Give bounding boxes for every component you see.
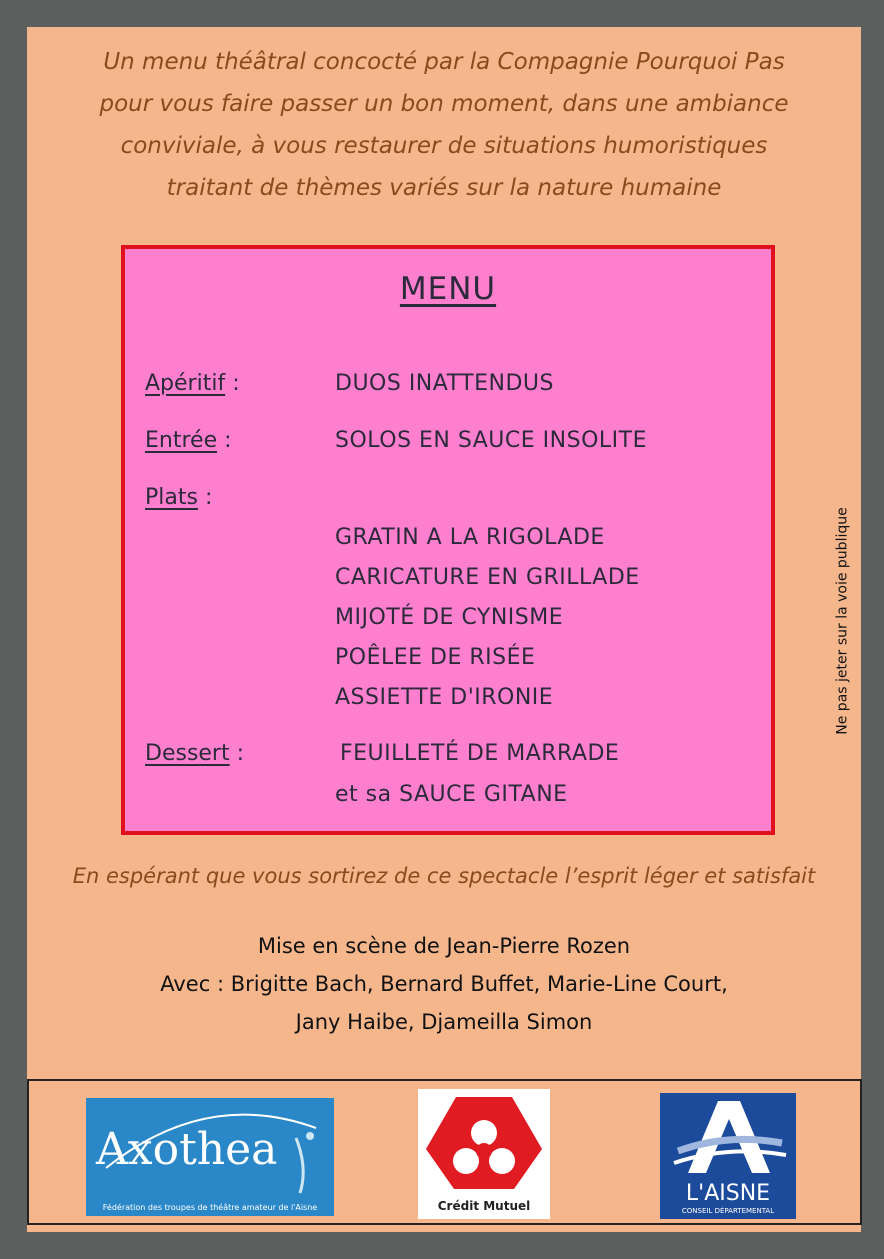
menu-title: MENU [399, 271, 497, 307]
credits-line: Mise en scène de Jean-Pierre Rozen [257, 934, 631, 958]
dish-plat: GRATIN A LA RIGOLADE [335, 525, 605, 550]
credit-mutuel-logo [418, 1089, 550, 1219]
axothea-name: Axothea [96, 1124, 278, 1175]
menu-poster [27, 27, 861, 1232]
dish-plat: ASSIETTE D'IRONIE [335, 685, 554, 710]
sponsor-bar [27, 1079, 862, 1225]
aisne-logo [660, 1093, 796, 1219]
credits-line: Avec : Brigitte Bach, Bernard Buffet, Marie-Line Court, [160, 972, 728, 996]
intro-line: pour vous faire passer un bon moment, dans une ambiance [99, 91, 789, 117]
intro-line: Un menu théâtral concocté par la Compagnie Pourquoi Pas [103, 49, 785, 75]
aisne-emblem-icon [660, 1093, 796, 1183]
dish-dessert: FEUILLETÉ DE MARRADE [340, 741, 620, 766]
dish-plat: CARICATURE EN GRILLADE [335, 565, 640, 590]
course-label-aperitif: Apéritif : [145, 371, 240, 396]
credit-mutuel-emblem-icon [418, 1089, 550, 1199]
dish-aperitif: DUOS INATTENDUS [335, 371, 554, 396]
aisne-name: L'AISNE [685, 1181, 771, 1206]
course-label-plats: Plats : [145, 485, 213, 510]
course-label-entree: Entrée : [145, 428, 232, 453]
axothea-logo [86, 1098, 334, 1216]
axothea-tagline: Fédération des troupes de théâtre amateur de l'Aisne [102, 1203, 318, 1212]
intro-text [27, 41, 861, 209]
dish-entree: SOLOS EN SAUCE INSOLITE [335, 428, 647, 453]
dish-dessert-sauce: et sa SAUCE GITANE [335, 782, 568, 807]
credit-mutuel-name: Crédit Mutuel [437, 1199, 531, 1213]
course-label-dessert: Dessert : [145, 741, 245, 766]
aisne-subtitle: CONSEIL DÉPARTEMENTAL [681, 1207, 775, 1215]
side-note-text: Ne pas jeter sur la voie publique [834, 507, 851, 735]
credits-line: Jany Haibe, Djameilla Simon [295, 1010, 593, 1034]
dish-plat: MIJOTÉ DE CYNISME [335, 605, 564, 630]
credits [27, 927, 861, 1041]
intro-line: conviviale, à vous restaurer de situations humoristiques [120, 133, 768, 159]
closing-text: En espérant que vous sortirez de ce spectacle l’esprit léger et satisfait [72, 864, 816, 888]
dish-plat: POÊLEE DE RISÉE [335, 645, 536, 670]
intro-line: traitant de thèmes variés sur la nature humaine [166, 175, 722, 201]
side-note [833, 485, 853, 760]
menu-box [121, 245, 775, 835]
